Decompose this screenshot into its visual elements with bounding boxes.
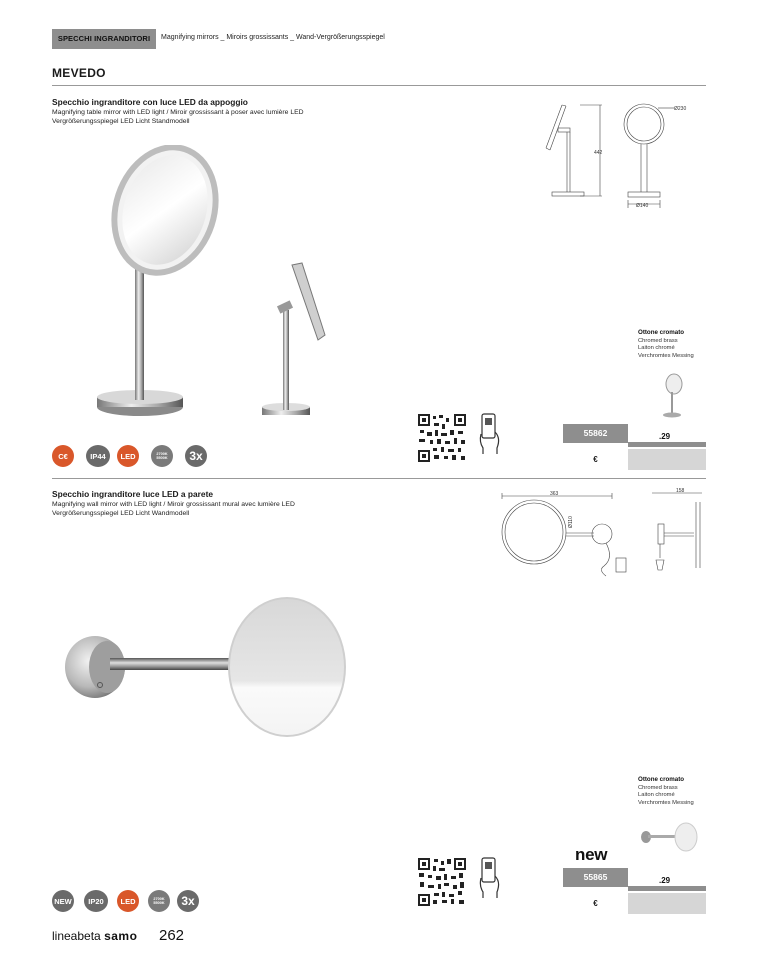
product-1-finish	[638, 329, 694, 360]
new-label: new	[575, 845, 608, 864]
temp-bottom: 5500K	[153, 901, 165, 905]
product-1-technical-drawing	[540, 100, 700, 215]
dim-height: 442	[594, 150, 603, 156]
product-2-finish	[638, 776, 694, 807]
ip44-badge: IP44	[86, 445, 110, 467]
product-2-code: 55865	[563, 868, 628, 887]
product-2-desc-2: Vergrößerungsspiegel LED Licht Wandmodell	[52, 510, 190, 517]
product-1-title: Specchio ingranditore con luce LED da appoggio	[52, 97, 248, 107]
finish-fr: Laiton chromé	[638, 792, 675, 799]
temp-bottom: 5500K	[156, 456, 168, 460]
product-1-desc-1: Magnifying table mirror with LED light / Miroir grossissant à poser avec lumière LED	[52, 109, 304, 116]
phone-scan-icon	[477, 856, 503, 900]
footer-brand	[52, 929, 137, 943]
temp-top: 2700K	[153, 896, 165, 901]
finish-en: Chromed brass	[638, 784, 678, 791]
finish-name: Ottone cromato	[638, 329, 685, 336]
product-1-qr-code[interactable]	[417, 413, 467, 463]
dim-width: 363	[550, 491, 559, 497]
product-1-image	[90, 145, 340, 425]
finish-fr: Laiton chromé	[638, 345, 675, 352]
magnification-badge: 3x	[177, 890, 199, 912]
brand-bold: samo	[104, 929, 138, 943]
dim-mirror: Ø230	[674, 106, 687, 112]
magnification-badge: 3x	[185, 445, 207, 467]
page-number: 262	[159, 927, 185, 944]
led-badge: LED	[117, 445, 139, 467]
product-2-currency: €	[593, 899, 598, 908]
product-2-image	[60, 595, 350, 740]
product-2-finish-thumbnail	[640, 820, 700, 854]
title-divider	[52, 85, 706, 86]
finish-de: Verchromtes Messing	[638, 352, 694, 359]
brand-light: lineabeta	[52, 929, 101, 943]
product-1-currency: €	[593, 455, 598, 464]
product-2-desc-1: Magnifying wall mirror with LED light / Miroir grossissant mural avec lumière LED	[52, 501, 295, 508]
ip20-badge: IP20	[84, 890, 108, 912]
product-divider	[52, 478, 706, 479]
product-2-price: .29	[659, 876, 671, 885]
product-1-price-line	[628, 442, 706, 447]
ce-badge: C€	[52, 445, 74, 467]
color-temp-badge	[151, 445, 173, 467]
finish-name: Ottone cromato	[638, 776, 685, 783]
product-1-price: .29	[659, 432, 671, 441]
led-badge: LED	[117, 890, 139, 912]
temp-top: 2700K	[156, 451, 168, 456]
finish-en: Chromed brass	[638, 337, 678, 344]
new-badge: NEW	[52, 890, 74, 912]
collection-title: MEVEDO	[52, 66, 106, 80]
color-temp-badge	[148, 890, 170, 912]
product-2-price-line	[628, 886, 706, 891]
product-2-technical-drawing	[494, 488, 706, 588]
finish-de: Verchromtes Messing	[638, 799, 694, 806]
phone-scan-icon	[477, 412, 503, 456]
dim-side: Ø110	[568, 516, 574, 528]
product-1-code: 55862	[563, 424, 628, 443]
product-1-finish-thumbnail	[658, 372, 686, 420]
product-2-qr-code[interactable]	[417, 857, 467, 907]
category-subtitle: Magnifying mirrors _ Miroirs grossissants _ Wand-Vergrößerungsspiegel	[161, 34, 385, 41]
product-2-price-box	[628, 893, 706, 914]
dim-base: Ø140	[636, 203, 649, 209]
product-1-price-box	[628, 449, 706, 470]
dim-depth: 158	[676, 488, 685, 494]
product-1-desc-2: Vergrößerungsspiegel LED Licht Standmodell	[52, 118, 190, 125]
category-tag: SPECCHI INGRANDITORI	[52, 29, 156, 49]
product-2-title: Specchio ingranditore luce LED a parete	[52, 489, 214, 499]
